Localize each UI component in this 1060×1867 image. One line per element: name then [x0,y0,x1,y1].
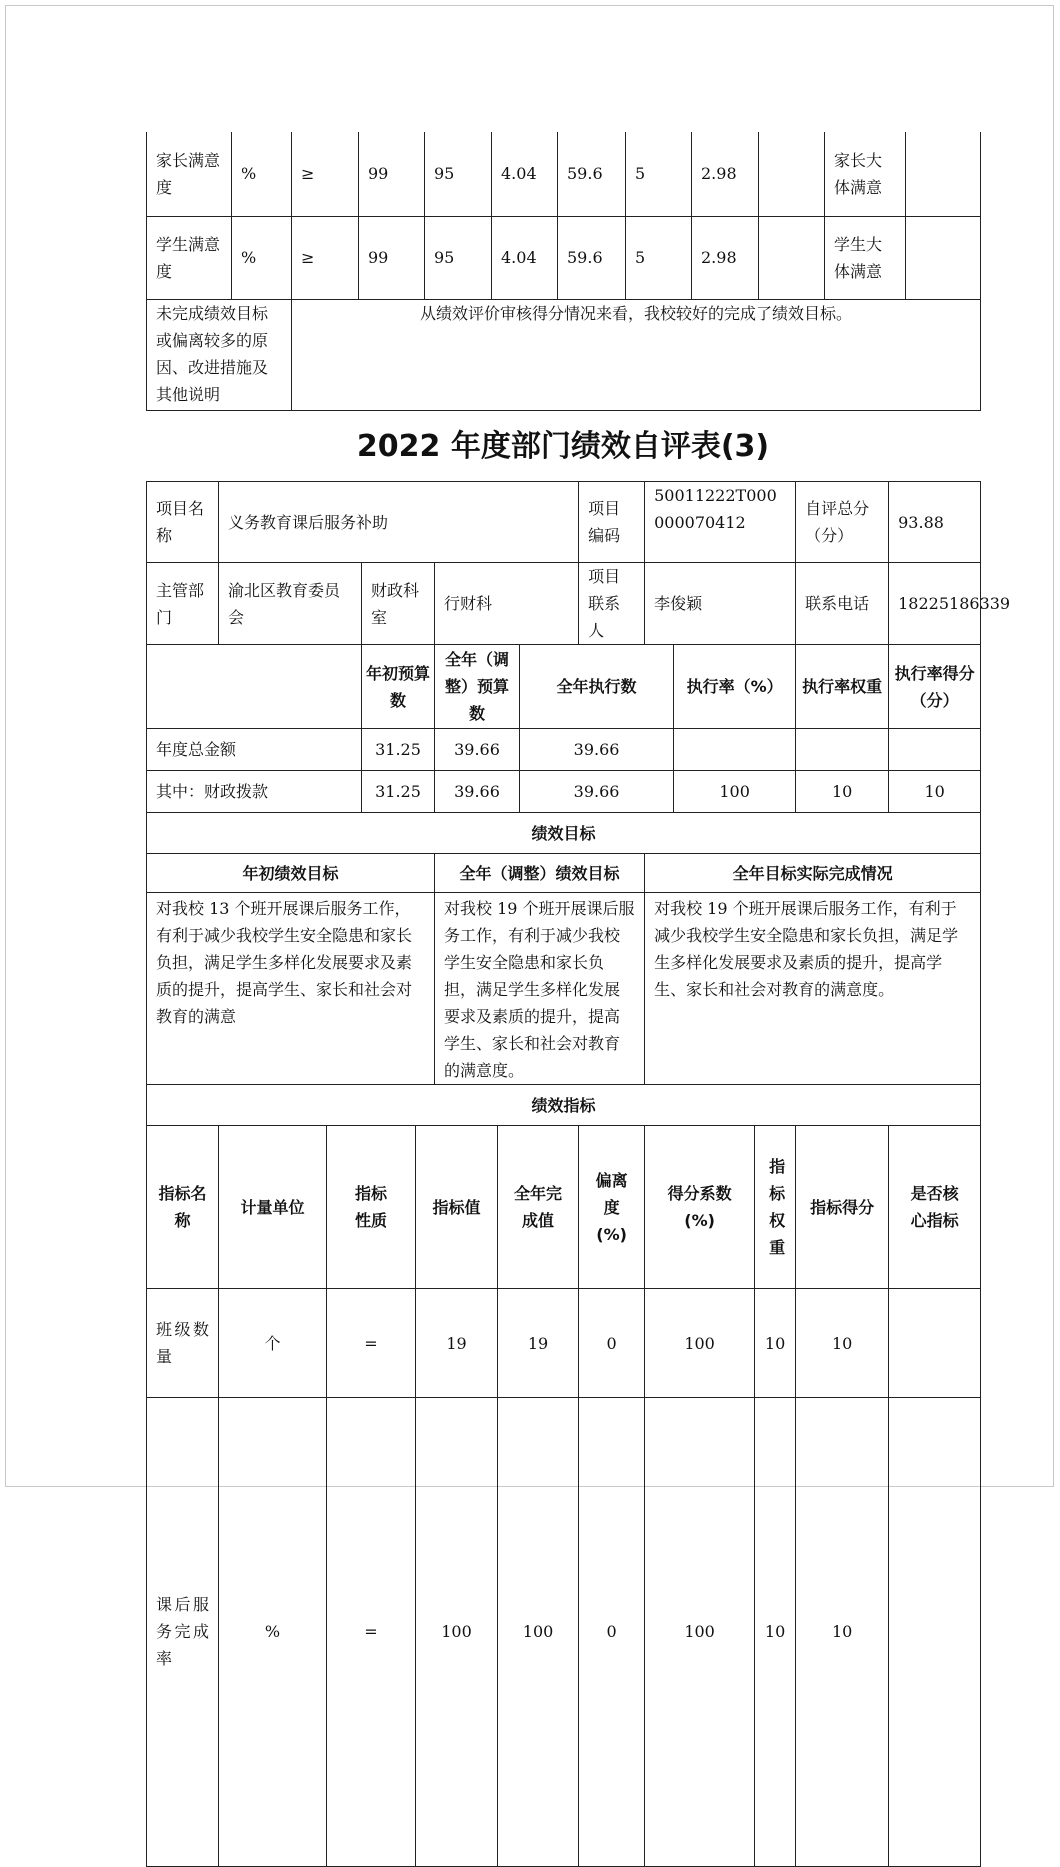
indicator-unit: % [232,132,292,216]
finance-office: 行财科 [435,563,579,645]
budget-header-rate: 执行率（%） [674,645,796,729]
indicator-deviation: 4.04 [492,216,558,299]
goals-header-adjusted: 全年（调整）绩效目标 [435,854,645,893]
budget-header-score: 执行率得分（分） [889,645,981,729]
budget-header-executed: 全年执行数 [520,645,674,729]
indicator-coef: 59.6 [558,132,626,216]
indicator-target: 99 [359,216,425,299]
contact-label: 项目联系人 [579,563,645,645]
table-row [147,216,981,299]
form-title: 2022 年度部门绩效自评表(3) [356,429,770,464]
table-row [147,771,981,813]
budget-header-initial: 年初预算数 [362,645,435,729]
ind-header-coef: 得分系数(%) [645,1126,755,1289]
table-row [147,1085,981,1126]
budget-row-label: 其中：财政拨款 [147,771,362,813]
indicator-unit: % [219,1398,327,1867]
budget-rate: 100 [674,771,796,813]
indicator-score: 10 [796,1289,889,1398]
self-evaluation-form [146,481,1011,1867]
table-row [147,729,981,771]
indicator-core [759,132,825,216]
budget-initial: 31.25 [362,771,435,813]
indicator-actual: 95 [425,216,492,299]
ind-header-nature: 指标性质 [327,1126,416,1289]
goals-adjusted-text: 对我校 19 个班开展课后服务工作，有利于减少我校学生安全隐患和家长负担，满足学生多样化发展要求及素质的提升，提高学生、家长和社会对教育的满意度。 [435,893,645,1085]
phone-label: 联系电话 [796,563,889,645]
indicator-deviation: 0 [579,1289,645,1398]
indicator-nature: ≥ [292,216,359,299]
goals-initial-text: 对我校 13 个班开展课后服务工作，有利于减少我校学生安全隐患和家长负担，满足学生多样化发展要求及素质的提升，提高学生、家长和社会对教育的满意 [147,893,435,1085]
indicator-name: 课后服务完成率 [147,1398,219,1867]
indicator-nature: ≥ [292,132,359,216]
indicator-advice [906,132,981,216]
indicator-weight: 10 [755,1289,796,1398]
goals-section-title: 绩效目标 [147,813,981,854]
ind-header-score: 指标得分 [796,1126,889,1289]
budget-corner [147,645,362,729]
budget-rate [674,729,796,771]
indicator-target: 100 [416,1398,498,1867]
budget-score [889,729,981,771]
finance-label: 财政科室 [362,563,435,645]
phone-number: 18225186339 [889,563,981,645]
indicator-note: 家长大体满意 [825,132,906,216]
ind-header-name: 指标名称 [147,1126,219,1289]
indicator-core [889,1289,981,1398]
ind-header-deviation: 偏离度(%) [579,1126,645,1289]
budget-header-weight: 执行率权重 [796,645,889,729]
ind-header-weight: 指标权重 [755,1126,796,1289]
indicator-advice [906,216,981,299]
total-score-label: 自评总分（分） [796,482,889,563]
indicator-core [889,1398,981,1867]
indicator-coef: 100 [645,1398,755,1867]
budget-executed: 39.66 [520,729,674,771]
indicator-nature: = [327,1398,416,1867]
budget-executed: 39.66 [520,771,674,813]
indicators-section-title: 绩效指标 [147,1085,981,1126]
table-row [147,563,981,645]
table-row [147,1289,981,1398]
ind-header-target: 指标值 [416,1126,498,1289]
budget-adjusted: 39.66 [435,729,520,771]
project-code-label: 项目编码 [579,482,645,563]
indicator-score: 10 [796,1398,889,1867]
goals-actual-text: 对我校 19 个班开展课后服务工作，有利于减少我校学生安全隐患和家长负担，满足学生多样化发展要求及素质的提升，提高学生、家长和社会对教育的满意度。 [645,893,981,1085]
indicator-core [759,216,825,299]
project-code: 50011222T000000070412 [645,482,796,563]
indicator-actual: 95 [425,132,492,216]
indicator-weight: 5 [626,132,692,216]
table-row [147,645,981,729]
indicator-unit: % [232,216,292,299]
table-row [147,482,981,563]
budget-initial: 31.25 [362,729,435,771]
ind-header-actual: 全年完成值 [498,1126,579,1289]
indicator-weight: 10 [755,1398,796,1867]
table-row [147,893,981,1085]
indicator-deviation: 4.04 [492,132,558,216]
total-score: 93.88 [889,482,981,563]
budget-score: 10 [889,771,981,813]
table-row [147,1126,981,1289]
budget-row-label: 年度总金额 [147,729,362,771]
budget-weight [796,729,889,771]
previous-indicator-table [146,132,981,411]
indicator-note: 学生大体满意 [825,216,906,299]
budget-adjusted: 39.66 [435,771,520,813]
table-row [147,813,981,854]
indicator-name: 班级数量 [147,1289,219,1398]
indicator-score: 2.98 [692,132,759,216]
indicator-name: 家长满意度 [147,132,232,216]
project-name-label: 项目名称 [147,482,219,563]
indicator-score: 2.98 [692,216,759,299]
indicator-target: 99 [359,132,425,216]
table-row [147,1398,981,1867]
indicator-coef: 100 [645,1289,755,1398]
ind-header-unit: 计量单位 [219,1126,327,1289]
ind-header-core: 是否核心指标 [889,1126,981,1289]
goals-header-actual: 全年目标实际完成情况 [645,854,981,893]
budget-weight: 10 [796,771,889,813]
indicator-coef: 59.6 [558,216,626,299]
indicator-unit: 个 [219,1289,327,1398]
contact-name: 李俊颖 [645,563,796,645]
indicator-name: 学生满意度 [147,216,232,299]
indicator-target: 19 [416,1289,498,1398]
indicator-weight: 5 [626,216,692,299]
reason-label: 未完成绩效目标或偏离较多的原因、改进措施及其他说明 [147,299,292,410]
dept-name: 渝北区教育委员会 [219,563,362,645]
indicator-actual: 100 [498,1398,579,1867]
table-row [147,854,981,893]
indicator-nature: = [327,1289,416,1398]
indicator-actual: 19 [498,1289,579,1398]
reason-text: 从绩效评价审核得分情况来看，我校较好的完成了绩效目标。 [292,299,981,410]
table-row [147,132,981,216]
dept-label: 主管部门 [147,563,219,645]
goals-header-initial: 年初绩效目标 [147,854,435,893]
table-row [147,299,981,410]
budget-header-adjusted: 全年（调整）预算数 [435,645,520,729]
indicator-deviation: 0 [579,1398,645,1867]
project-name: 义务教育课后服务补助 [219,482,579,563]
